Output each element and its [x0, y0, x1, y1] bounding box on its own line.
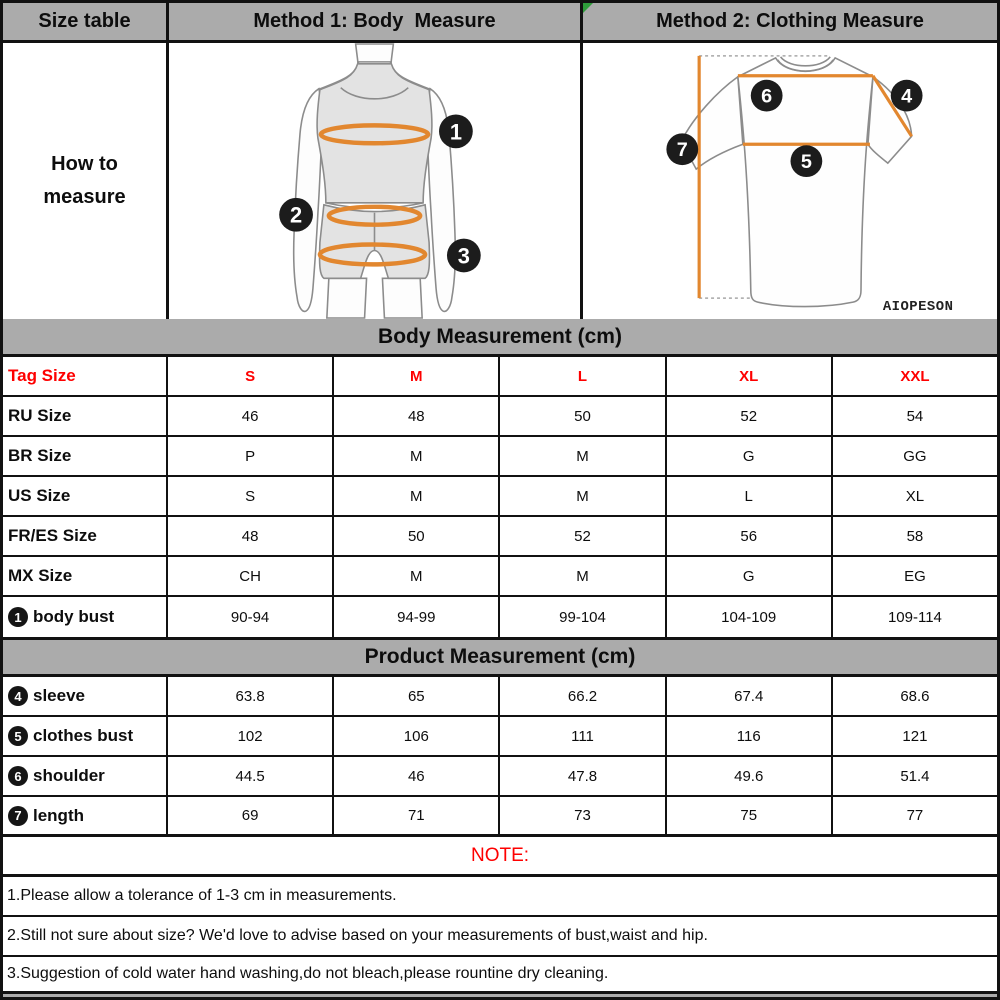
how-to-measure-label: How to measure	[43, 153, 126, 208]
cell: M	[498, 557, 664, 595]
brand-text: AIOPESON	[882, 299, 954, 316]
table-row-mx-size	[3, 557, 997, 597]
row-label: FR/ES Size	[8, 526, 97, 545]
size-col-s: S	[166, 357, 332, 395]
table-row-fres-size	[3, 517, 997, 557]
body-figure-icon	[169, 43, 580, 319]
cell: 48	[166, 517, 332, 555]
cell: 54	[831, 397, 997, 435]
marker-5-badge: 5	[8, 726, 28, 746]
svg-text:6: 6	[761, 85, 773, 108]
body-measure-illustration	[166, 43, 580, 319]
cell: 46	[332, 757, 498, 795]
table-row-br-size	[3, 437, 997, 477]
row-label: MX Size	[8, 566, 73, 585]
cell: 111	[498, 717, 664, 755]
body-measurement-header: Body Measurement (cm)	[3, 319, 997, 357]
size-table-title: Size table	[38, 10, 131, 32]
size-col-xxl: XXL	[831, 357, 997, 395]
cell: 50	[498, 397, 664, 435]
row-label: RU Size	[8, 406, 72, 425]
cell: XL	[831, 477, 997, 515]
row-label: 6 shoulder	[3, 757, 166, 795]
cell: S	[166, 477, 332, 515]
marker-4-sleeve	[891, 80, 923, 112]
cell: P	[166, 437, 332, 475]
cell: 106	[332, 717, 498, 755]
cell: 90-94	[166, 597, 332, 637]
cell: 47.8	[498, 757, 664, 795]
size-col-l: L	[498, 357, 664, 395]
cell: M	[498, 477, 664, 515]
table-row-shoulder	[3, 757, 997, 797]
table-row-length	[3, 797, 997, 837]
cell: 116	[665, 717, 831, 755]
cell: 102	[166, 717, 332, 755]
svg-text:5: 5	[800, 151, 812, 174]
table-row-body-bust	[3, 597, 997, 637]
cell: CH	[166, 557, 332, 595]
svg-text:7: 7	[676, 139, 688, 162]
cell: 56	[665, 517, 831, 555]
cell: EG	[831, 557, 997, 595]
note-item-1: 1.Please allow a tolerance of 1-3 cm in measurements.	[3, 877, 997, 917]
cell: M	[332, 557, 498, 595]
cell: 94-99	[332, 597, 498, 637]
cell: M	[332, 437, 498, 475]
row-label: 1 body bust	[3, 597, 166, 637]
cell: 52	[498, 517, 664, 555]
table-row-tag-size	[3, 357, 997, 397]
cell: 58	[831, 517, 997, 555]
svg-text:2: 2	[290, 202, 303, 228]
clothing-measure-illustration	[580, 43, 997, 319]
marker-7-length	[666, 133, 698, 165]
cell-corner-flag-icon	[583, 3, 593, 13]
cell: 50	[332, 517, 498, 555]
method2-title-text: Method 2: Clothing Measure	[656, 10, 924, 32]
cell: M	[332, 477, 498, 515]
cell: G	[665, 557, 831, 595]
illustration-row	[3, 43, 997, 319]
marker-6-shoulder	[751, 80, 783, 112]
marker-3-hip	[447, 239, 481, 273]
method1-title: Method 1: Body Measure	[166, 3, 580, 40]
row-label: BR Size	[8, 446, 72, 465]
marker-5-clothes-bust	[790, 145, 822, 177]
cell: 109-114	[831, 597, 997, 637]
marker-1-badge: 1	[8, 607, 28, 627]
cell: 44.5	[166, 757, 332, 795]
svg-text:4: 4	[901, 85, 913, 108]
title-row	[3, 3, 997, 43]
table-row-clothes-bust	[3, 717, 997, 757]
marker-4-badge: 4	[8, 686, 28, 706]
note-item-2: 2.Still not sure about size? We'd love to advise based on your measurements of bust,waist and hip.	[3, 917, 997, 957]
cell: 67.4	[665, 677, 831, 715]
table-row-us-size	[3, 477, 997, 517]
marker-7-badge: 7	[8, 806, 28, 826]
cell: 63.8	[166, 677, 332, 715]
cell: 51.4	[831, 757, 997, 795]
cell: 68.6	[831, 677, 997, 715]
marker-2-waist	[279, 198, 313, 232]
tshirt-figure-icon	[583, 43, 997, 319]
cell: 69	[166, 797, 332, 834]
bottom-gray-strip	[3, 994, 997, 997]
cell: G	[665, 437, 831, 475]
cell: 66.2	[498, 677, 664, 715]
table-row-sleeve	[3, 677, 997, 717]
cell: 65	[332, 677, 498, 715]
row-label: US Size	[8, 486, 71, 505]
row-label: Tag Size	[8, 366, 76, 385]
cell: 49.6	[665, 757, 831, 795]
cell: L	[665, 477, 831, 515]
row-label: 5 clothes bust	[3, 717, 166, 755]
cell: 52	[665, 397, 831, 435]
row-label: 4 sleeve	[3, 677, 166, 715]
cell: 99-104	[498, 597, 664, 637]
method2-title	[580, 3, 997, 40]
row-label: 7 length	[3, 797, 166, 834]
size-col-m: M	[332, 357, 498, 395]
svg-text:3: 3	[457, 243, 470, 269]
note-title: NOTE:	[3, 837, 997, 877]
cell: 48	[332, 397, 498, 435]
cell: 73	[498, 797, 664, 834]
svg-text:1: 1	[449, 119, 462, 145]
table-row-ru-size	[3, 397, 997, 437]
cell: 75	[665, 797, 831, 834]
cell: 121	[831, 717, 997, 755]
size-col-xl: XL	[665, 357, 831, 395]
note-item-3: 3.Suggestion of cold water hand washing,do not bleach,please rountine dry cleaning.	[3, 957, 997, 994]
cell: GG	[831, 437, 997, 475]
cell: 71	[332, 797, 498, 834]
marker-6-badge: 6	[8, 766, 28, 786]
cell: M	[498, 437, 664, 475]
marker-1-bust	[439, 114, 473, 148]
product-measurement-header: Product Measurement (cm)	[3, 637, 997, 677]
cell: 77	[831, 797, 997, 834]
cell: 46	[166, 397, 332, 435]
cell: 104-109	[665, 597, 831, 637]
